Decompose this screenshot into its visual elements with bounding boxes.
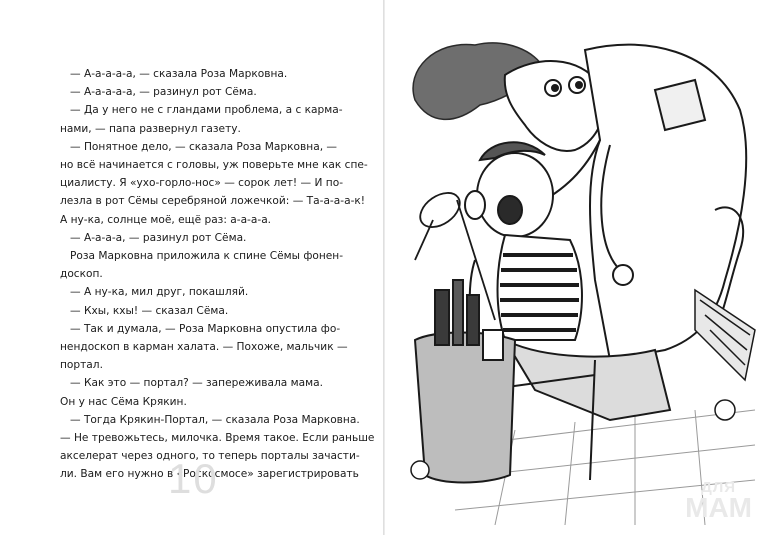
text-line: — А-а-а-а-а, — разинул рот Сёма.	[70, 86, 257, 99]
watermark-line1: ДЛЯ	[701, 479, 737, 496]
watermark-logo	[685, 481, 752, 521]
text-line: — Кхы, кхы! — сказал Сёма.	[70, 304, 229, 317]
text-line: — Не тревожьтесь, милочка. Время такое. Если раньше	[60, 432, 375, 445]
text-line: Он у нас Сёма Крякин.	[60, 395, 187, 408]
text-line: Роза Марковна приложила к спине Сёмы фонен-	[70, 250, 344, 263]
doctor-examining-boy-illustration	[395, 30, 760, 525]
text-line: акселерат через одного, то теперь порталы зачасти-	[60, 450, 360, 463]
text-line: нендоскоп в карман халата. — Похоже, мальчик —	[60, 341, 348, 354]
text-line: — А-а-а-а, — разинул рот Сёма.	[70, 231, 247, 244]
story-text	[60, 65, 375, 484]
text-line: циалисту. Я «ухо-горло-нос» — сорок лет! — И по-	[60, 177, 344, 190]
text-line: но всё начинается с головы, уж поверьте мне как спе-	[60, 159, 368, 172]
text-line: портал.	[60, 359, 103, 372]
left-page	[0, 0, 383, 535]
watermark-line2: МАМ	[685, 492, 752, 523]
text-line: — Да у него не с гландами проблема, а с карма-	[70, 104, 343, 117]
page-number: 10	[168, 455, 219, 502]
text-line: — Так и думала, — Роза Марковна опустила фо-	[70, 322, 341, 335]
text-line: лезла в рот Сёмы серебряной ложечкой: — Та-а-а-а-к!	[60, 195, 366, 208]
text-line: нами, — папа развернул газету.	[60, 122, 241, 135]
text-line: — Понятное дело, — сказала Роза Марковна, —	[70, 140, 338, 153]
text-line: — Как это — портал? — запереживала мама.	[70, 377, 323, 390]
text-line: — Тогда Крякин-Портал, — сказала Роза Марковна.	[70, 413, 360, 426]
text-line: доскоп.	[60, 268, 103, 281]
text-line: ли. Вам его нужно в «Роскосмосе» зарегистрировать	[60, 468, 359, 481]
boy-head	[465, 142, 553, 237]
text-line: — А ну-ка, мил друг, покашляй.	[70, 286, 249, 299]
text-line: — А-а-а-а-а, — сказала Роза Марковна.	[70, 68, 288, 80]
text-line: А ну-ка, солнце моё, ещё раз: а-а-а-а.	[60, 213, 272, 226]
